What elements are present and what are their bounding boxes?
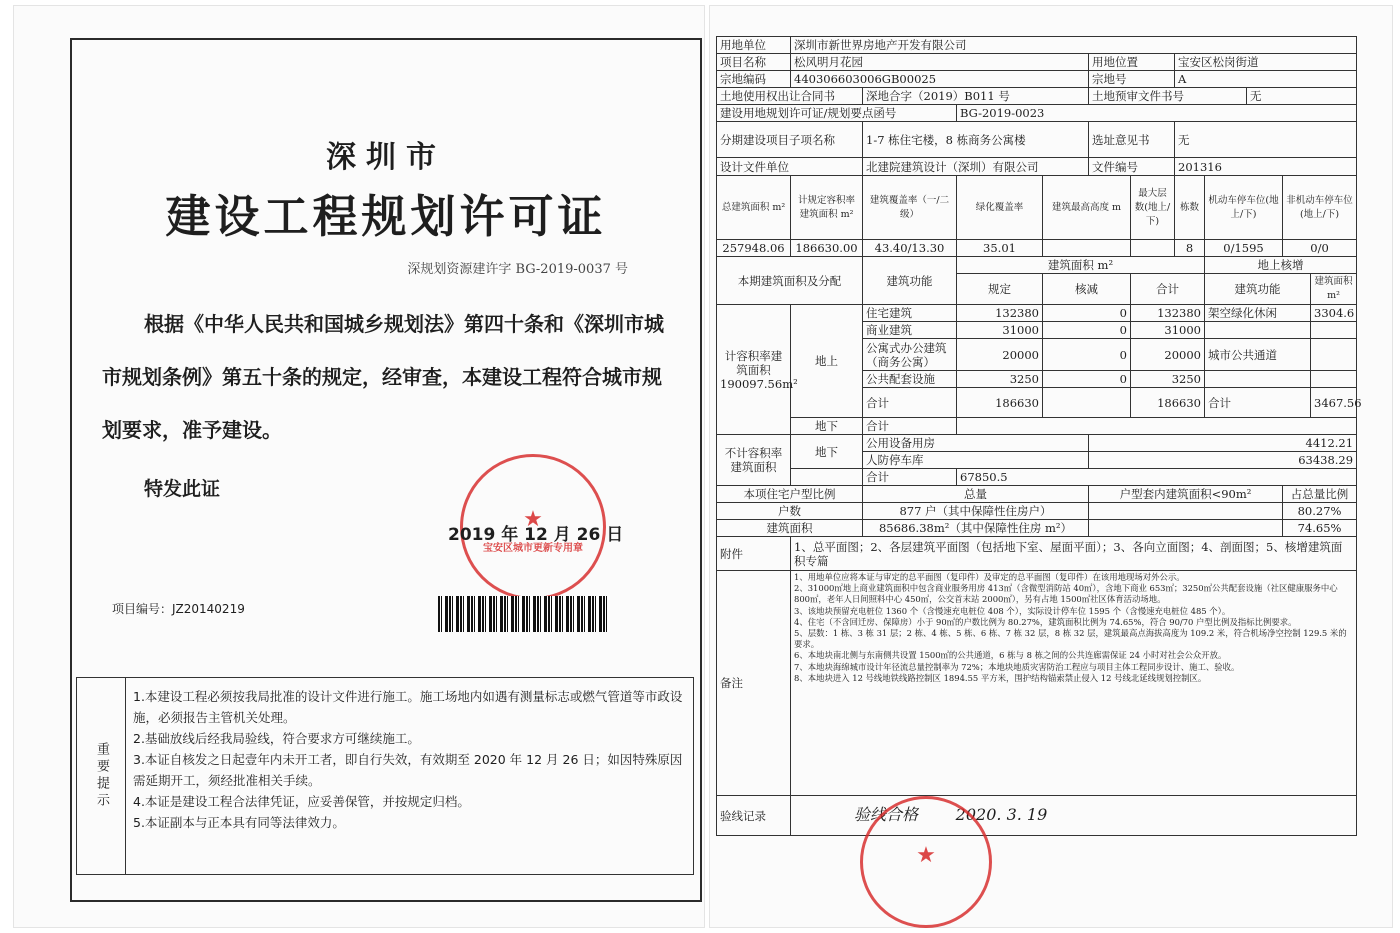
contract-label: 土地使用权出让合同书 bbox=[717, 88, 863, 105]
nonfar-label: 不计容积率建筑面积 bbox=[717, 435, 791, 486]
unit-area-pct: 74.65% bbox=[1283, 520, 1357, 537]
notes-title: 重要提示 bbox=[77, 678, 126, 874]
metric-header: 计规定容积率建筑面积 m² bbox=[791, 176, 863, 240]
certificate-border bbox=[70, 38, 702, 902]
row-sum: 132380 bbox=[1131, 305, 1205, 322]
row-add-function bbox=[1205, 322, 1311, 339]
row-add-area: 3304.6 bbox=[1311, 305, 1357, 322]
metric-value bbox=[1043, 240, 1131, 257]
above-ground-label: 地上 bbox=[791, 305, 863, 418]
inspection-seal bbox=[860, 796, 992, 928]
parking-area: 63438.29 bbox=[1089, 452, 1357, 469]
metric-header: 绿化覆盖率 bbox=[957, 176, 1043, 240]
barcode-image bbox=[438, 596, 610, 632]
row-add-function: 城市公共通道 bbox=[1205, 339, 1311, 371]
unit-ratio-label: 本项住宅户型比例 bbox=[717, 486, 863, 503]
nonfar-total-label: 合计 bbox=[863, 469, 957, 486]
note-item: 1.本建设工程必须按我局批准的设计文件进行施工。施工场地内如遇有测量标志或燃气管道等市政设施，必须报告主管机关处理。 bbox=[133, 689, 683, 725]
pre-review: 无 bbox=[1247, 88, 1357, 105]
units-90 bbox=[1089, 503, 1283, 520]
contract: 深地合字（2019）B011 号 bbox=[863, 88, 1089, 105]
row-add-function: 架空绿化休闲 bbox=[1205, 305, 1311, 322]
row-function: 商业建筑 bbox=[863, 322, 957, 339]
remark-item: 7、本地块海绵城市设计年径流总量控制率为 72%；本地块地质灾害防治工程应与项目主体工程同步设计、施工、验收。 bbox=[794, 661, 1240, 672]
certificate-body: 根据《中华人民共和国城乡规划法》第四十条和《深圳市城市规划条例》第五十条的规定，经审查，本建设工程符合城市规划要求，准予建设。 bbox=[102, 312, 664, 442]
unit-area-label: 建筑面积 bbox=[717, 520, 863, 537]
certificate-front-page bbox=[14, 6, 704, 927]
notes-list bbox=[133, 686, 687, 833]
row-add-area bbox=[1311, 322, 1357, 339]
col-sum: 合计 bbox=[1131, 274, 1205, 305]
certificate-title: 建设工程规划许可证 bbox=[165, 190, 607, 243]
remark-item: 4、住宅（不含回迁房、保障房）小于 90㎡的户数比例为 80.27%，建筑面积比例为 74.65%，符合 90/70 户型比例及指标比例要求。 bbox=[794, 616, 1297, 627]
metric-value: 35.01 bbox=[957, 240, 1043, 257]
permit: BG-2019-0023 bbox=[957, 105, 1357, 122]
units-pct: 80.27% bbox=[1283, 503, 1357, 520]
design-unit-label: 设计文件单位 bbox=[717, 158, 863, 176]
detail-table bbox=[716, 36, 1362, 836]
function-label: 建筑功能 bbox=[863, 257, 957, 305]
project-name-label: 项目名称 bbox=[717, 54, 791, 71]
remarks-label: 备注 bbox=[717, 571, 791, 796]
pre-review-label: 土地预审文件书号 bbox=[1089, 88, 1247, 105]
row-regulated: 3250 bbox=[957, 371, 1043, 388]
remark-item: 2、31000㎡地上商业建筑面积中包含商业服务用房 413㎡（含微型消防站 40㎡），含地下商业 653㎡；3250㎡公共配套设施（社区健康服务中心 800㎡，老年人日间照料中心 450㎡，公交首末站 2000㎡），另有占地 1500㎡社区体育活动场地。 bbox=[794, 583, 1338, 605]
seal-star-icon: ★ bbox=[916, 843, 936, 868]
seal-text: 宝安区城市更新专用章 bbox=[483, 543, 583, 554]
below-total-label: 合计 bbox=[863, 418, 957, 435]
remark-item: 3、该地块预留充电桩位 1360 个（含慢速充电桩位 408 个），实际设计停车位 1595 个（含慢速充电桩位 485 个）。 bbox=[794, 605, 1231, 616]
total-regulated: 186630 bbox=[957, 388, 1043, 418]
inspection-note: 验线合格 bbox=[854, 805, 919, 824]
row-regulated: 20000 bbox=[957, 339, 1043, 371]
nonfar-total: 67850.5 bbox=[957, 469, 1357, 486]
below-ground-label: 地下 bbox=[791, 418, 863, 435]
inspection-date: 2020. 3. 19 bbox=[955, 805, 1048, 824]
total-deduct bbox=[1043, 388, 1131, 418]
remark-item: 8、本地块进入 12 号线地铁线路控制区 1894.55 平方米，围护结构锚索禁止侵入 12 号线北延线规划控制区。 bbox=[794, 672, 1207, 683]
total-sum: 186630 bbox=[1131, 388, 1205, 418]
ratio-90-header: 户型套内建筑面积<90m² bbox=[1089, 486, 1283, 503]
metric-header: 非机动车停车位(地上/下) bbox=[1283, 176, 1357, 240]
certificate-city: 深圳市 bbox=[326, 140, 446, 175]
certificate-detail-page bbox=[710, 6, 1392, 927]
unit-area-total: 85686.38m²（其中保障性住房 m²） bbox=[863, 520, 1089, 537]
row-deduct: 0 bbox=[1043, 339, 1131, 371]
far-label: 计容积率建筑面积 190097.56m² bbox=[717, 305, 791, 435]
facility-area: 4412.21 bbox=[1089, 435, 1357, 452]
inspection-label: 验线记录 bbox=[717, 796, 791, 836]
row-deduct: 0 bbox=[1043, 322, 1131, 339]
metric-header: 机动车停车位(地上/下) bbox=[1205, 176, 1283, 240]
row-sum: 20000 bbox=[1131, 339, 1205, 371]
location-label: 用地位置 bbox=[1089, 54, 1175, 71]
issue-date: 2019 年 12 月 26 日 bbox=[448, 525, 624, 545]
row-sum: 3250 bbox=[1131, 371, 1205, 388]
metric-header: 建筑最高高度 m bbox=[1043, 176, 1131, 240]
units-total: 877 户（其中保障性住房户） bbox=[863, 503, 1089, 520]
row-function: 公共配套设施 bbox=[863, 371, 957, 388]
above-add-label: 地上核增 bbox=[1205, 257, 1357, 274]
remark-item: 1、用地单位应将本证与审定的总平面图（复印件）及审定的总平面图（复印件）在该用地现场对外公示。 bbox=[794, 572, 1185, 582]
metric-value: 0/1595 bbox=[1205, 240, 1283, 257]
nonfar-below-label: 地下 bbox=[791, 435, 863, 469]
metric-header: 栋数 bbox=[1175, 176, 1205, 240]
metric-header: 总建筑面积 m² bbox=[717, 176, 791, 240]
attachment-text: 1、总平面图；2、各层建筑平面图（包括地下室、屋面平面）；3、各向立面图；4、剖面图；5、核增建筑面积专篇 bbox=[791, 537, 1357, 571]
phase-label: 分期建设项目子项名称 bbox=[717, 122, 863, 158]
important-notes-box bbox=[76, 677, 694, 875]
project-number: 项目编号：JZ20140219 bbox=[112, 602, 245, 616]
permit-label: 建设用地规划许可证/规划要点函号 bbox=[717, 105, 957, 122]
file-no-label: 文件编号 bbox=[1089, 158, 1175, 176]
unit-area-90 bbox=[1089, 520, 1283, 537]
remarks-list bbox=[791, 571, 1357, 796]
area-label: 建筑面积 m² bbox=[957, 257, 1205, 274]
period-area-label: 本期建筑面积及分配 bbox=[717, 257, 863, 305]
ratio-total-header: 总量 bbox=[863, 486, 1089, 503]
metric-value: 186630.00 bbox=[791, 240, 863, 257]
ratio-pct-header: 占总量比例 bbox=[1283, 486, 1357, 503]
col-add-function: 建筑功能 bbox=[1205, 274, 1311, 305]
metric-value: 8 bbox=[1175, 240, 1205, 257]
site-opinion: 无 bbox=[1175, 122, 1357, 158]
total-add-label: 合计 bbox=[1205, 388, 1311, 418]
total-label: 合计 bbox=[863, 388, 957, 418]
design-unit: 北建院建筑设计（深圳）有限公司 bbox=[863, 158, 1089, 176]
metric-header: 最大层数(地上/下) bbox=[1131, 176, 1175, 240]
remark-item: 6、本地块南北侧与东南侧共设置 1500㎡的公共通道，6 栋与 8 栋之间的公共连廊需保证 24 小时对社会公众开放。 bbox=[794, 650, 1227, 661]
col-add-area: 建筑面积 m² bbox=[1311, 274, 1357, 305]
parking-label: 人防停车库 bbox=[863, 452, 1089, 469]
project-name: 松风明月花园 bbox=[791, 54, 1089, 71]
file-no: 201316 bbox=[1175, 158, 1357, 176]
row-sum: 31000 bbox=[1131, 322, 1205, 339]
row-regulated: 132380 bbox=[957, 305, 1043, 322]
special-issue-text: 特发此证 bbox=[144, 478, 221, 500]
parcel-code: 440306603006GB00025 bbox=[791, 71, 1089, 88]
col-deduct: 核减 bbox=[1043, 274, 1131, 305]
metric-value: 257948.06 bbox=[717, 240, 791, 257]
row-deduct: 0 bbox=[1043, 371, 1131, 388]
site-opinion-label: 选址意见书 bbox=[1089, 122, 1175, 158]
row-add-area bbox=[1311, 371, 1357, 388]
row-function: 住宅建筑 bbox=[863, 305, 957, 322]
phase: 1-7 栋住宅楼，8 栋商务公寓楼 bbox=[863, 122, 1089, 158]
metric-value: 43.40/13.30 bbox=[863, 240, 957, 257]
note-item: 5.本证副本与正本具有同等法律效力。 bbox=[133, 815, 345, 830]
seal-star-icon: ★ bbox=[523, 507, 543, 532]
nonfar-total-label-cell bbox=[791, 469, 863, 486]
note-item: 3.本证自核发之日起壹年内未开工者，即自行失效，有效期至 2020 年 12 月 26 日；如因特殊原因需延期开工，须经批准相关手续。 bbox=[133, 752, 683, 788]
certificate-number: 深规划资源建许字 BG-2019-0037 号 bbox=[407, 262, 628, 277]
col-regulated: 规定 bbox=[957, 274, 1043, 305]
row-function: 公寓式办公建筑（商务公寓） bbox=[863, 339, 957, 371]
total-add-area: 3467.56 bbox=[1311, 388, 1357, 418]
metric-header: 建筑覆盖率（一/二级） bbox=[863, 176, 957, 240]
location: 宝安区松岗街道 bbox=[1175, 54, 1357, 71]
note-item: 2.基础放线后经我局验线，符合要求方可继续施工。 bbox=[133, 731, 420, 746]
row-add-area bbox=[1311, 339, 1357, 371]
row-add-function bbox=[1205, 371, 1311, 388]
facility-label: 公用设备用房 bbox=[863, 435, 1089, 452]
parcel-no: A bbox=[1175, 71, 1357, 88]
row-deduct: 0 bbox=[1043, 305, 1131, 322]
units-label: 户数 bbox=[717, 503, 863, 520]
metric-value: 0/0 bbox=[1283, 240, 1357, 257]
note-item: 4.本证是建设工程合法律凭证，应妥善保管，并按规定归档。 bbox=[133, 794, 470, 809]
land-user-label: 用地单位 bbox=[717, 37, 791, 54]
row-regulated: 31000 bbox=[957, 322, 1043, 339]
metric-value bbox=[1131, 240, 1175, 257]
below-total-value bbox=[957, 418, 1357, 435]
parcel-code-label: 宗地编码 bbox=[717, 71, 791, 88]
remark-item: 5、层数：1 栋、3 栋 31 层；2 栋、4 栋、5 栋、6 栋、7 栋 32 层，8 栋 32 层，建筑最高点海拔高度为 109.2 米，符合机场净空控制 129.5 米的要求。 bbox=[794, 628, 1347, 650]
parcel-no-label: 宗地号 bbox=[1089, 71, 1175, 88]
land-user: 深圳市新世界房地产开发有限公司 bbox=[791, 37, 1357, 54]
attachment-label: 附件 bbox=[717, 537, 791, 571]
